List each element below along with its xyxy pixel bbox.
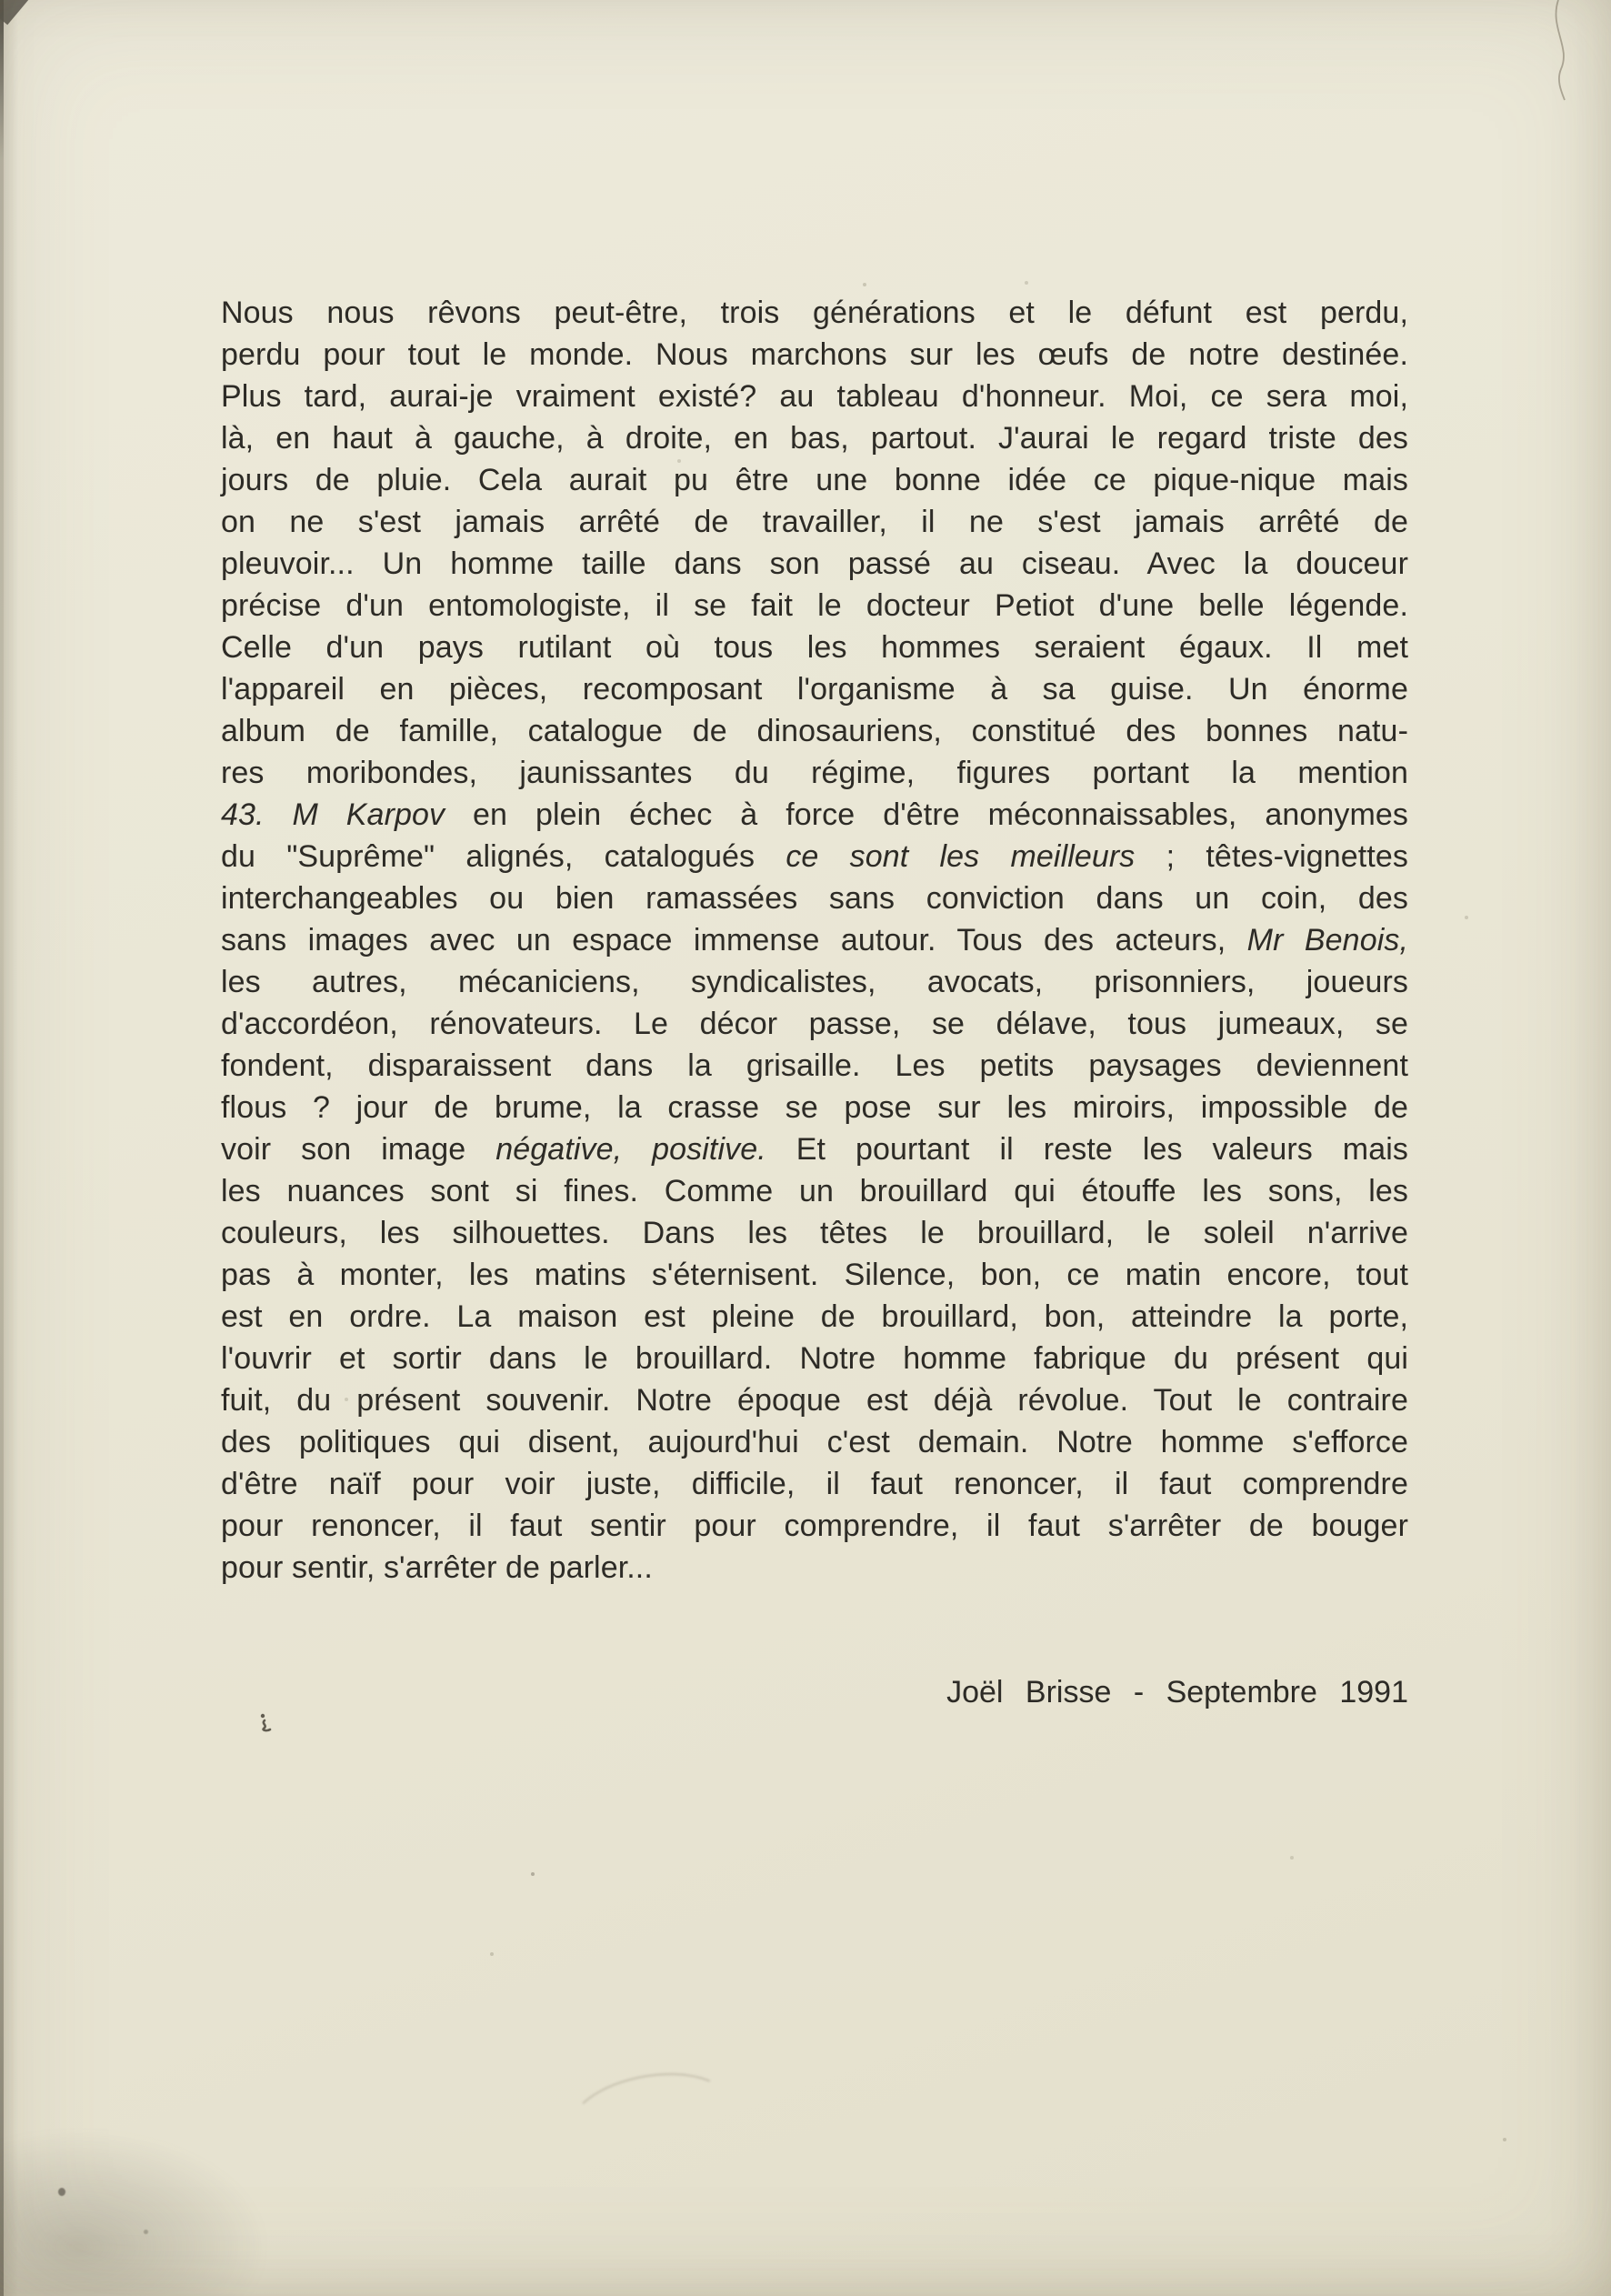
text-segment: l'appareil en pièces, recomposant l'organisme à sa guise. Un énorme [221,672,1408,707]
text-segment-italic: ce sont les meilleurs [785,839,1136,874]
text-segment: voir son image [221,1132,496,1167]
text-line [221,752,1408,794]
body-text [221,292,1408,1589]
text-line [221,1379,1408,1421]
paper-smudge-arc [564,2061,738,2171]
text-line [221,334,1408,376]
text-line [221,794,1408,836]
text-line [221,585,1408,627]
text-segment: les nuances sont si fines. Comme un brouillard qui étouffe les sons, les [221,1174,1408,1208]
text-segment: du "Suprême" alignés, catalogués [221,839,786,874]
text-segment: Celle d'un pays rutilant où tous les hommes seraient égaux. Il met [221,630,1408,665]
text-segment: pour sentir, s'arrêter de parler... [221,1550,653,1585]
text-segment: jours de pluie. Cela aurait pu être une bonne idée ce pique-nique mais [221,463,1408,497]
text-segment: Plus tard, aurai-je vraiment existé? au tableau d'honneur. Moi, ce sera moi, [221,379,1408,414]
text-line [221,1087,1408,1128]
text-line [221,961,1408,1003]
text-segment: interchangeables ou bien ramassées sans conviction dans un coin, des [221,881,1408,916]
paper-specks [0,0,2,2]
text-segment: pleuvoir... Un homme taille dans son passé au ciseau. Avec la douceur [221,546,1408,581]
text-segment-italic: Mr Benois, [1246,923,1409,958]
text-segment: d'accordéon, rénovateurs. Le décor passe, se délave, tous jumeaux, se [221,1007,1408,1041]
text-segment: pour renoncer, il faut sentir pour comprendre, il faut s'arrêter de bouger [221,1509,1408,1543]
text-segment: les autres, mécaniciens, syndicalistes, avocats, prisonniers, joueurs [221,965,1408,999]
scan-left-edge-shadow [4,0,18,2296]
text-line [221,1003,1408,1045]
text-segment: album de famille, catalogue de dinosauriens, constitué des bonnes natu- [221,714,1408,748]
text-segment: couleurs, les silhouettes. Dans les têtes le brouillard, le soleil n'arrive [221,1216,1408,1250]
text-segment: Et pourtant il reste les valeurs mais [765,1132,1408,1167]
text-line [221,1463,1408,1505]
text-line [221,1338,1408,1379]
text-line [221,627,1408,668]
ink-speck [58,2188,65,2196]
text-segment: d'être naïf pour voir juste, difficile, il faut renoncer, il faut comprendre [221,1467,1408,1501]
text-segment: ; têtes-vignettes [1135,839,1409,874]
paper-stain [0,2132,264,2296]
text-segment-italic: négative, positive. [495,1132,766,1167]
text-segment-italic: 43. M Karpov [221,797,445,832]
ink-squiggle-mark [256,1711,276,1735]
text-line [221,1254,1408,1296]
text-line [221,836,1408,877]
text-segment: sans images avec un espace immense autour. Tous des acteurs, [221,923,1247,958]
text-line [221,292,1408,334]
text-line [221,501,1408,543]
text-segment: res moribondes, jaunissantes du régime, figures portant la mention [221,756,1408,790]
text-line [221,543,1408,585]
text-segment: fondent, disparaissent dans la grisaille. Les petits paysages deviennent [221,1048,1408,1083]
text-segment: flous ? jour de brume, la crasse se pose sur les miroirs, impossible de [221,1090,1408,1125]
text-line [221,1421,1408,1463]
text-segment: est en ordre. La maison est pleine de brouillard, bon, atteindre la porte, [221,1299,1408,1334]
text-line [221,459,1408,501]
text-segment: des politiques qui disent, aujourd'hui c'est demain. Notre homme s'efforce [221,1425,1408,1459]
text-segment: fuit, du présent souvenir. Notre époque est déjà révolue. Tout le contraire [221,1383,1408,1418]
text-line [221,1128,1408,1170]
text-line [221,376,1408,417]
text-segment: perdu pour tout le monde. Nous marchons sur les œufs de notre destinée. [221,337,1408,372]
text-line [221,668,1408,710]
scan-hair-artifact [1533,0,1587,102]
text-line [221,1547,1408,1589]
text-segment: on ne s'est jamais arrêté de travailler, il ne s'est jamais arrêté de [221,505,1408,539]
text-line [221,1296,1408,1338]
text-line [221,1212,1408,1254]
ink-speck [144,2230,148,2234]
text-segment: l'ouvrir et sortir dans le brouillard. Notre homme fabrique du présent qui [221,1341,1408,1376]
text-segment: précise d'un entomologiste, il se fait le docteur Petiot d'une belle légende. [221,588,1408,623]
text-segment: pas à monter, les matins s'éternisent. Silence, bon, ce matin encore, tout [221,1258,1408,1292]
text-line [221,919,1408,961]
text-line [221,417,1408,459]
text-line [221,710,1408,752]
text-line [221,1045,1408,1087]
text-line [221,877,1408,919]
text-segment: Nous nous rêvons peut-être, trois générations et le défunt est perdu, [221,296,1408,330]
text-line [221,1170,1408,1212]
signature-line: Joël Brisse - Septembre 1991 [946,1675,1408,1709]
text-line [221,1505,1408,1547]
text-segment: là, en haut à gauche, à droite, en bas, partout. J'aurai le regard triste des [221,421,1408,456]
text-segment: en plein échec à force d'être méconnaissables, anonymes [445,797,1408,832]
